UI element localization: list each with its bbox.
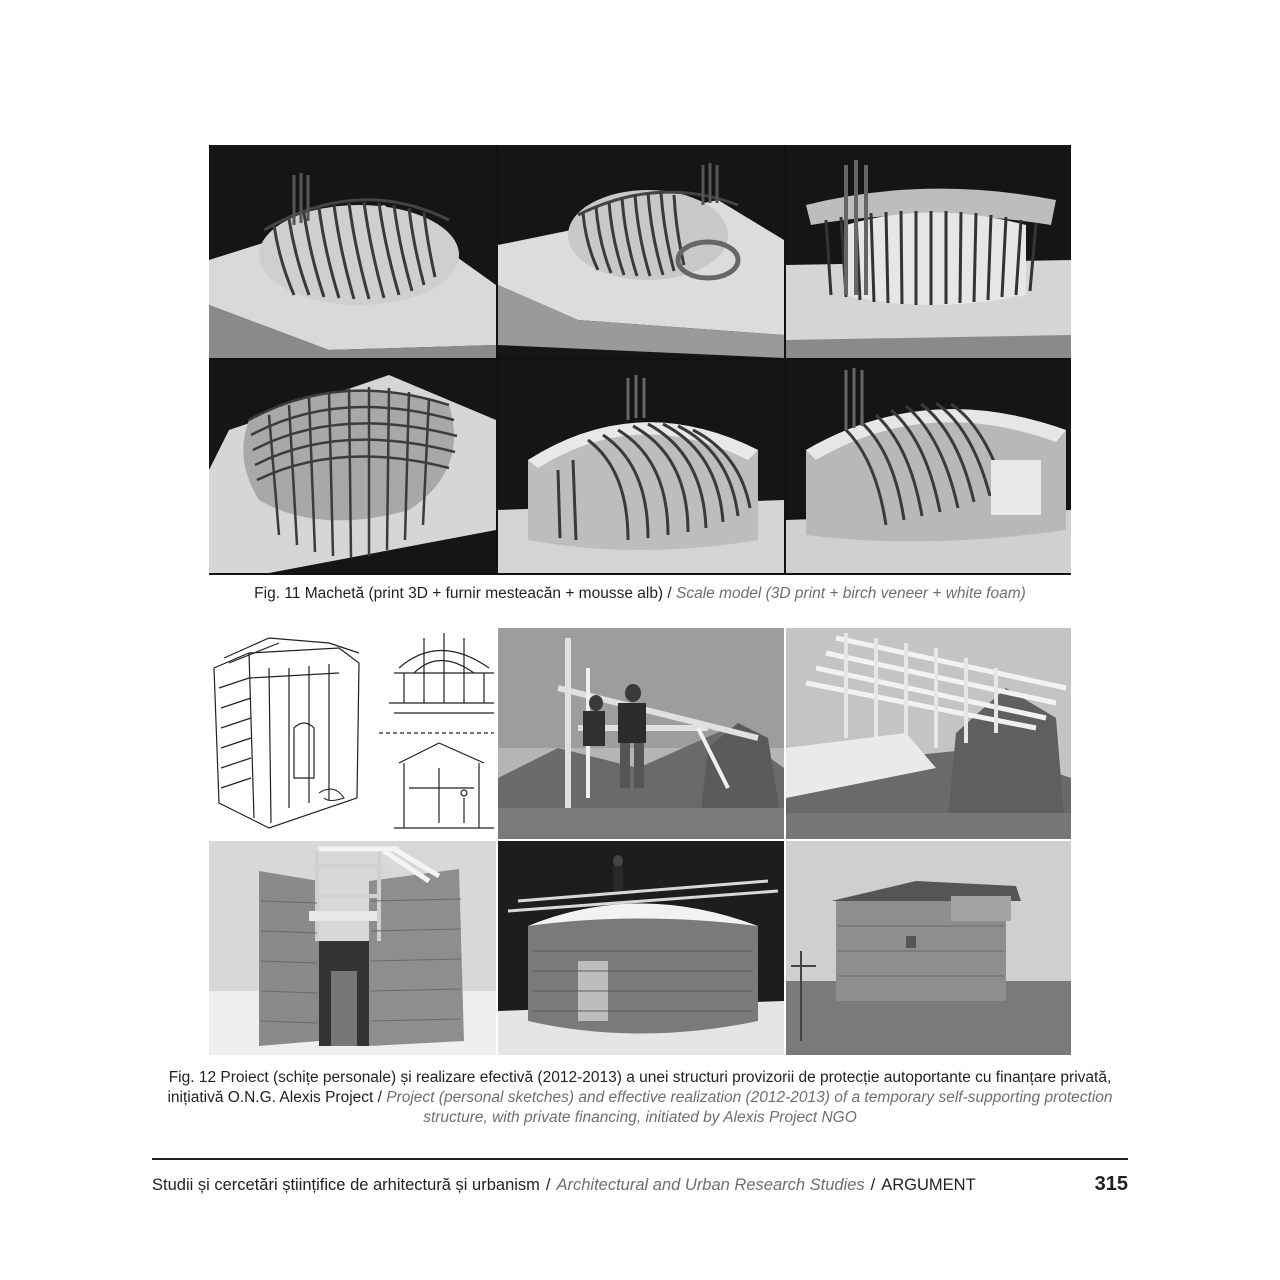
scale-model-photo-4 xyxy=(209,360,496,573)
page-number: 315 xyxy=(1094,1173,1128,1195)
ruin-front-view-photo xyxy=(209,841,496,1055)
personal-sketches-image xyxy=(209,628,496,839)
figure-12-caption-en: Project (personal sketches) and effective realization (2012-2013) of a temporary self-supporting protection structure, with private financing, initiated by Alexis Project NGO xyxy=(386,1089,1113,1126)
journal-title-en: Architectural and Urban Research Studies xyxy=(556,1176,865,1194)
figure-11-caption-en: Scale model (3D print + birch veneer + white foam) xyxy=(676,585,1026,602)
figure-11-caption xyxy=(150,584,1130,604)
figure-11-caption-ro: Fig. 11 Machetă (print 3D + furnir mesteacăn + mousse alb) xyxy=(254,585,664,602)
scale-model-photo-5 xyxy=(498,360,784,573)
running-footer xyxy=(152,1174,976,1196)
scale-model-photo-3 xyxy=(786,145,1071,358)
construction-photo-workers xyxy=(498,628,784,839)
figure-11-photo-grid xyxy=(209,145,1071,575)
journal-title-ro: Studii și cercetări științifice de arhitectură și urbanism xyxy=(152,1176,540,1194)
caption-separator: / xyxy=(373,1089,387,1106)
figure-12-caption xyxy=(140,1068,1140,1128)
scale-model-photo-6 xyxy=(786,360,1071,573)
footer-rule xyxy=(152,1158,1128,1160)
figure-12-caption-ro: Fig. 12 Proiect (schițe personale) și realizare efectivă (2012-2013) a unei structuri provizorii de protecție autoportante cu finanțare privată, inițiativă O.N.G. Alexis Project xyxy=(167,1069,1112,1106)
ruin-in-fog-photo xyxy=(786,841,1071,1055)
footer-separator: / xyxy=(870,1176,876,1194)
section-name: ARGUMENT xyxy=(881,1176,976,1194)
scale-model-photo-2 xyxy=(498,145,784,358)
caption-separator: / xyxy=(663,585,677,602)
construction-photo-roof-frame xyxy=(786,628,1071,839)
ruin-roof-covering-photo xyxy=(498,841,784,1055)
figure-12-photo-grid xyxy=(209,628,1071,1056)
scale-model-photo-1 xyxy=(209,145,496,358)
footer-separator: / xyxy=(545,1176,551,1194)
